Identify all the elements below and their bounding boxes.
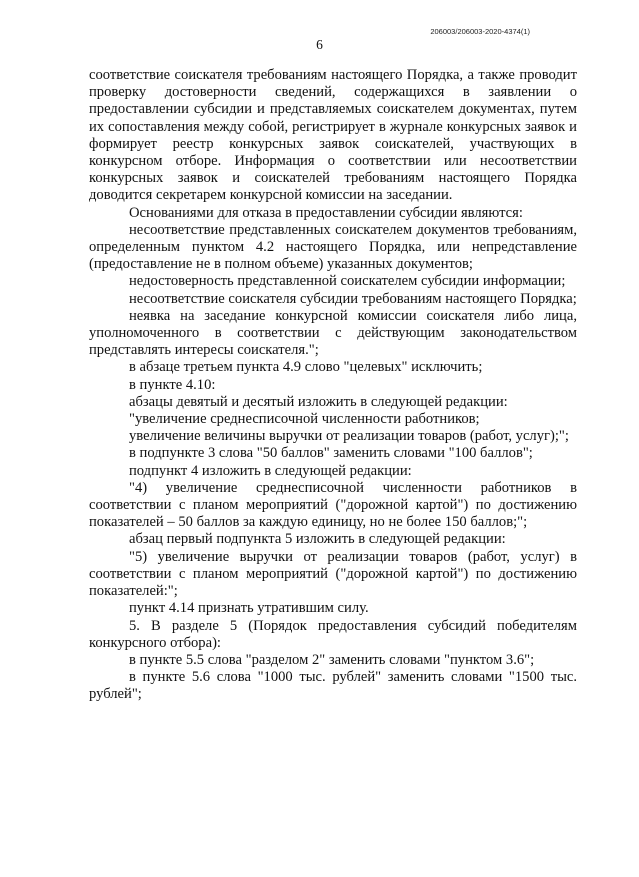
paragraph-5: несоответствие соискателя субсидии требованиям настоящего Порядка; [129, 290, 577, 307]
paragraph-16: "5) увеличение выручки от реализации товаров (работ, услуг) в соответствии с планом мероприятий ("дорожной картой") по достижению показателей:"; [89, 548, 577, 600]
paragraph-3: несоответствие представленных соискателем документов требованиям, определенным пунктом 4.2 настоящего Порядка, или непредставление (предоставление не в полном объеме) указанных документов; [89, 221, 577, 273]
paragraph-15: абзац первый подпункта 5 изложить в следующей редакции: [129, 531, 506, 548]
paragraph-1: соответствие соискателя требованиям настоящего Порядка, а также проводит проверку достоверности сведений, содержащихся в заявлении о предоставлении субсидии и представляемых соискателем документах, путем их сопоставления между собой, регистрирует в журнале конкурсных заявок и формирует реестр конкурсных заявок соискателей, участвующих в конкурсном отборе. Информация о соответствии или несоответствии конкурсных заявок и соискателей требованиям настоящего Порядка доводится секретарем конкурсной комиссии на заседании. [89, 67, 577, 204]
paragraph-10: "увеличение среднесписочной численности работников; [129, 411, 480, 428]
paragraph-11: увеличение величины выручки от реализации товаров (работ, услуг);"; [129, 428, 569, 445]
paragraph-7: в абзаце третьем пункта 4.9 слово "целевых" исключить; [129, 359, 483, 376]
paragraph-13: подпункт 4 изложить в следующей редакции: [129, 462, 412, 479]
paragraph-17: пункт 4.14 признать утратившим силу. [129, 600, 369, 617]
page-number: 6 [316, 37, 323, 52]
paragraph-19: в пункте 5.5 слова "разделом 2" заменить словами "пунктом 3.6"; [129, 651, 535, 668]
paragraph-12: в подпункте 3 слова "50 баллов" заменить словами "100 баллов"; [129, 445, 533, 462]
paragraph-6: неявка на заседание конкурсной комиссии соискателя либо лица, уполномоченного в соответствии с действующим законодательством представлять интересы соискателя."; [89, 307, 577, 359]
paragraph-8: в пункте 4.10: [129, 376, 216, 393]
document-id: 206003/206003-2020-4374(1) [430, 27, 530, 36]
paragraph-9: абзацы девятый и десятый изложить в следующей редакции: [129, 393, 508, 410]
paragraph-4: недостоверность представленной соискателем субсидии информации; [129, 273, 566, 290]
document-body [89, 67, 577, 704]
paragraph-18: 5. В разделе 5 (Порядок предоставления субсидий победителям конкурсного отбора): [89, 617, 577, 651]
paragraph-14: "4) увеличение среднесписочной численности работников в соответствии с планом мероприятий ("дорожной картой") по достижению показателей – 50 баллов за каждую единицу, но не более 150 баллов;"; [89, 479, 577, 531]
paragraph-20: в пункте 5.6 слова "1000 тыс. рублей" заменить словами "1500 тыс. рублей"; [89, 669, 577, 703]
paragraph-2: Основаниями для отказа в предоставлении субсидии являются: [129, 204, 523, 221]
